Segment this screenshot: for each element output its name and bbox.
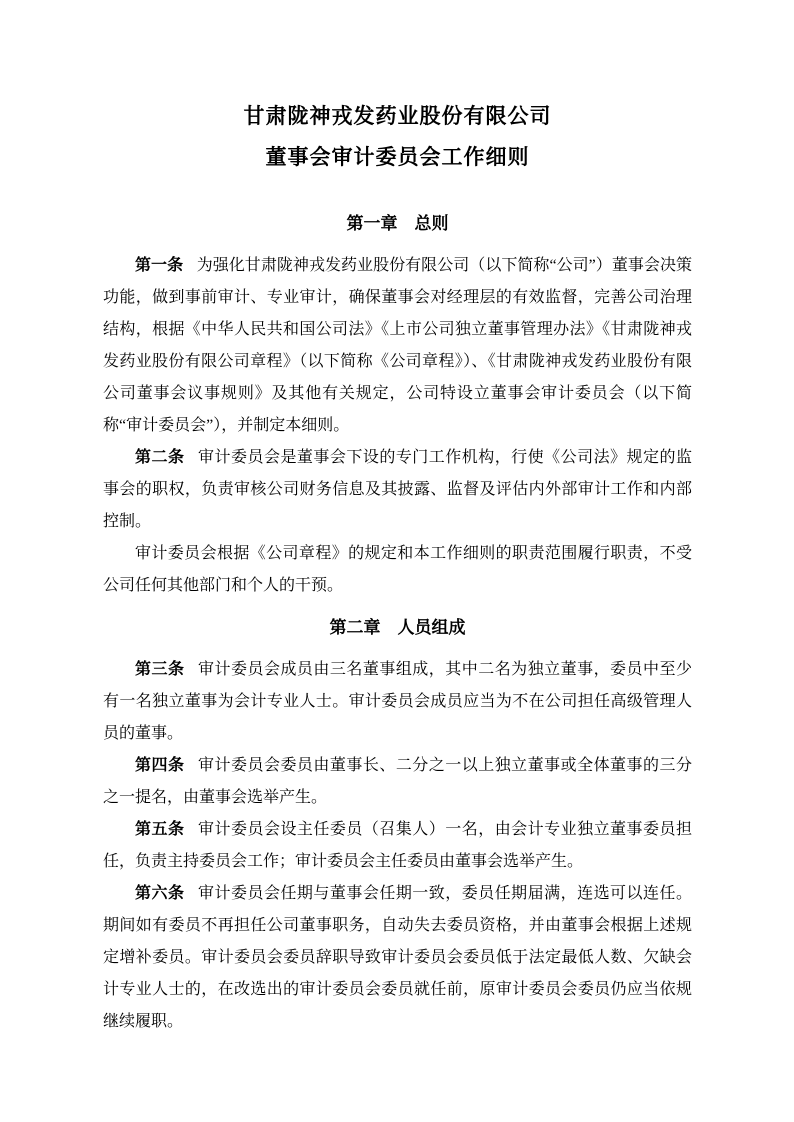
document-body <box>103 208 692 1038</box>
document-title-line-2: 董事会审计委员会工作细则 <box>265 145 530 169</box>
paragraph-text: 审计委员会根据《公司章程》的规定和本工作细则的职责范围履行职责，不受公司任何其他部门和个人的干预。 <box>103 545 692 594</box>
chapter <box>103 208 692 602</box>
article-label: 第四条 <box>135 757 185 774</box>
paragraph-text: 审计委员会是董事会下设的专门工作机构，行使《公司法》规定的监事会的职权，负责审核公司财务信息及其披露、监督及评估内外部审计工作和内部控制。 <box>103 449 692 530</box>
paragraph-text: 为强化甘肃陇神戎发药业股份有限公司（以下简称“公司”）董事会决策功能，做到事前审计、专业审计，确保董事会对经理层的有效监督，完善公司治理结构，根据《中华人民共和国公司法》《上市公司独立董事管理办法》《甘肃陇神戎发药业股份有限公司章程》（以下简称《公司章程》）、《甘肃陇神戎发药业股份有限公司董事会议事规则》及其他有关规定，公司特设立董事会审计委员会（以下简称“审计委员会”），并制定本细则。 <box>103 257 692 434</box>
paragraph <box>103 814 692 878</box>
article-label: 第五条 <box>135 821 185 838</box>
chapter-heading: 第一章 总则 <box>346 214 449 233</box>
paragraph <box>103 654 692 750</box>
paragraph-text: 审计委员会任期与董事会任期一致，委员任期届满，连选可以连任。期间如有委员不再担任公司董事职务，自动失去委员资格，并由董事会根据上述规定增补委员。审计委员会委员辞职导致审计委员会委员低于法定最低人数、欠缺会计专业人士的，在改选出的审计委员会委员就任前，原审计委员会委员仍应当依规继续履职。 <box>103 885 692 1030</box>
article-label: 第二条 <box>135 449 185 466</box>
chapter-heading: 第二章 人员组成 <box>329 618 466 637</box>
article-label: 第三条 <box>135 661 185 678</box>
paragraph <box>103 250 692 442</box>
document-title-line-1: 甘肃陇神戎发药业股份有限公司 <box>243 104 552 128</box>
paragraph-text: 审计委员会委员由董事长、二分之一以上独立董事或全体董事的三分之一提名，由董事会选举产生。 <box>103 757 692 806</box>
paragraph-text: 审计委员会成员由三名董事组成，其中二名为独立董事，委员中至少有一名独立董事为会计专业人士。审计委员会成员应当为不在公司担任高级管理人员的董事。 <box>103 661 692 742</box>
paragraph-text: 审计委员会设主任委员（召集人）一名，由会计专业独立董事委员担任，负责主持委员会工作；审计委员会主任委员由董事会选举产生。 <box>103 821 692 870</box>
article-label: 第六条 <box>135 885 185 902</box>
article-label: 第一条 <box>135 257 184 274</box>
paragraph <box>103 538 692 602</box>
paragraph <box>103 750 692 814</box>
paragraph <box>103 878 692 1038</box>
chapter <box>103 612 692 1038</box>
paragraph <box>103 442 692 538</box>
